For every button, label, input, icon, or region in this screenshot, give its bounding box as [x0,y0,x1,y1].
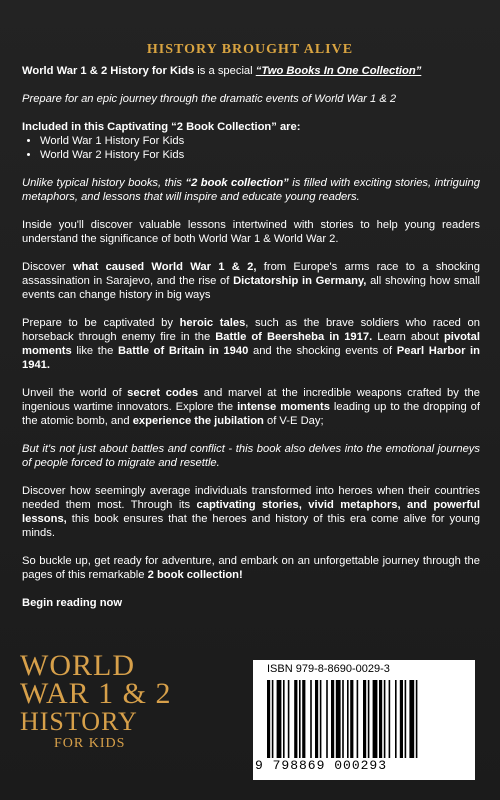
unlike-paragraph: Unlike typical history books, this “2 book collection” is filled with exciting stories, intriguing metaphors, and lessons that will inspire and educate young readers. [22,177,480,203]
barcode-icon [267,680,461,758]
unveil-paragraph: Unveil the world of secret codes and marvel at the incredible weapons crafted by the ingenious wartime innovators. Explore the intense moments leading up to the dropping of the atomic bomb, and experience the jubilation of V-E Day; [22,387,480,427]
barcode-box [253,660,475,780]
included-item: • World War 1 History For Kids [40,134,480,148]
logo-line-3: HISTORY [20,707,138,736]
begin-reading: Begin reading now [22,597,123,609]
cover-heading: HISTORY BROUGHT ALIVE [146,42,354,57]
logo-line-2: WAR 1 & 2 [20,677,172,710]
battles-paragraph: But it's not just about battles and conflict - this book also delves into the emotional journeys of people forced to migrate and resettle. [22,443,480,469]
heroes-paragraph: Discover how seemingly average individuals transformed into heroes when their countries needed them most. Through its captivating stories, vivid metaphors, and powerful lessons, this book ensures that the heroes and history of this era come alive for young minds. [22,485,480,539]
isbn-text: ISBN 979-8-8690-0029-3 [267,663,390,675]
captivated-paragraph: Prepare to be captivated by heroic tales, such as the brave soldiers who raced on horseback through enemy fire in the Battle of Beersheba in 1917. Learn about pivotal moments like the Battle of Britain in 1940 and the shocking events of Pearl Harbor in 1941. [22,317,480,371]
series-logo [20,649,220,752]
prepare-paragraph: Prepare for an epic journey through the dramatic events of World War 1 & 2 [22,93,397,105]
included-heading: Included in this Captivating “2 Book Collection” are: [22,121,301,133]
logo-line-1: WORLD [20,649,135,682]
inside-paragraph: Inside you'll discover valuable lessons intertwined with stories to help young readers understand the significance of both World War 1 & World War 2. [22,219,480,245]
description-text [22,64,480,624]
included-section [22,120,480,162]
included-item: • World War 2 History For Kids [40,148,480,162]
logo-line-4: FOR KIDS [54,736,126,751]
buckle-paragraph: So buckle up, get ready for adventure, and embark on an unforgettable journey through the pages of this remarkable 2 book collection! [22,555,480,581]
barcode-digits: 9 798869 000293 [255,758,388,773]
intro-paragraph: World War 1 & 2 History for Kids is a special “Two Books In One Collection” [22,65,422,77]
discover-paragraph: Discover what caused World War 1 & 2, from Europe's arms race to a shocking assassination in Sarajevo, and the rise of Dictatorship in Germany, all showing how small events can change history in big ways [22,261,480,301]
included-list [22,134,480,162]
